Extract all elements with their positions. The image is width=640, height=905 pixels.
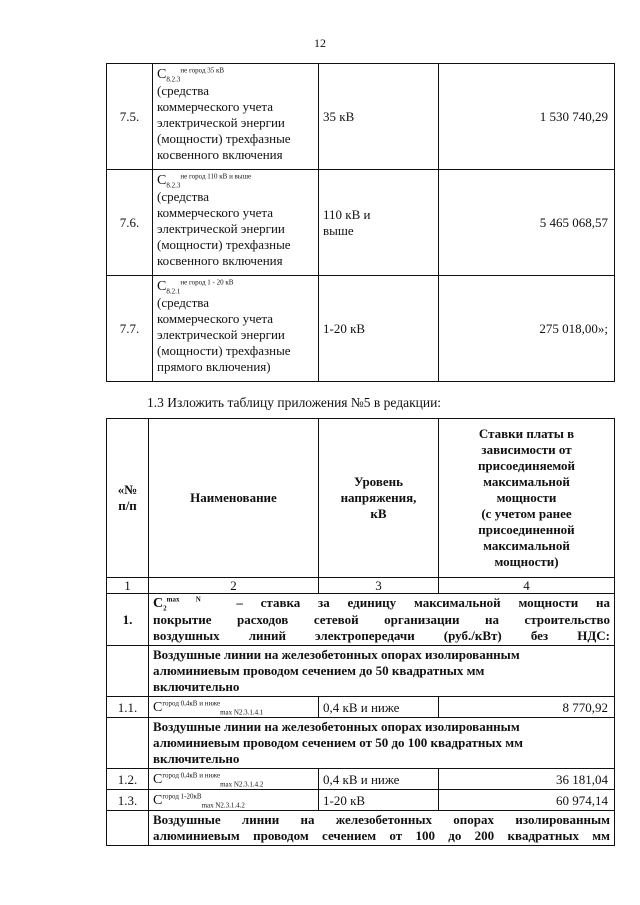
group-title: Воздушные линии на железобетонных опорах изолированным алюминиевым проводом сечением от 100 до 200 квадратных мм [149,811,615,846]
row-name: $C^{город 0,4кВ и ниже}_{max N2.3.1.4.1}$ [149,697,319,718]
row-number: 1. [107,594,149,646]
row-price: 275 018,00»; [439,276,615,382]
header-name: Наименование [149,419,319,578]
section-row [107,594,615,646]
row-name: $C^{город 0,4кВ и ниже}_{max N2.3.1.4.2}$ [149,769,319,790]
col-number: 3 [319,578,439,594]
table-row [107,276,615,382]
row-price: 8 770,92 [439,697,615,718]
row-voltage: 0,4 кВ и ниже [319,697,439,718]
group-title: Воздушные линии на железобетонных опорах изолированным алюминиевым проводом сечением до 50 квадратных мм включительно [149,646,615,697]
amendment-intro-text: 1.3 Изложить таблицу приложения №5 в редакции: [147,395,442,410]
row-voltage: 0,4 кВ и ниже [319,769,439,790]
row-number: 1.1. [107,697,149,718]
row-number: 7.6. [107,170,153,276]
row-name: $C_{8.2.3}^{не город 35 кВ}$ (средства коммерческого учета электрической энергии (мощности) трехфазные косвенного включения [153,64,319,170]
row-name: $C_{8.2.1}^{не город 1 - 20 кВ}$ (средства коммерческого учета электрической энергии (мощности) трехфазные прямого включения) [153,276,319,382]
row-price: 36 181,04 [439,769,615,790]
row-voltage: 1-20 кВ [319,790,439,811]
table-row [107,769,615,790]
row-voltage: 1-20 кВ [319,276,439,382]
row-number: 7.7. [107,276,153,382]
table-row [107,170,615,276]
group-row [107,646,615,697]
row-number: 1.2. [107,769,149,790]
table-row [107,64,615,170]
row-price: 1 530 740,29 [439,64,615,170]
col-number: 1 [107,578,149,594]
header-num: «№ п/п [107,419,149,578]
row-name: $C^{город 1-20кВ}_{max N2.3.1.4.2}$ [149,790,319,811]
table-row [107,697,615,718]
section-title: $C_2^{max N}$ – ставка за единицу максимальной мощности на покрытие расходов сетевой организации на строительство воздушных линий электропередачи (руб./кВт) без НДС: [149,594,615,646]
row-number: 1.3. [107,790,149,811]
table-row [107,790,615,811]
header-voltage: Уровень напряжения, кВ [319,419,439,578]
row-voltage: 110 кВ и выше [319,170,439,276]
group-title: Воздушные линии на железобетонных опорах изолированным алюминиевым проводом сечением от 50 до 100 квадратных мм включительно [149,718,615,769]
empty-cell [107,718,149,769]
group-row [107,718,615,769]
tariff-table-continuation [106,63,615,382]
row-number: 7.5. [107,64,153,170]
page-number: 12 [314,36,326,50]
row-price: 5 465 068,57 [439,170,615,276]
row-voltage: 35 кВ [319,64,439,170]
header-rates: Ставки платы в зависимости от присоединяемой максимальной мощности (с учетом ранее присоединенной максимальной мощности) [439,419,615,578]
appendix-5-table [106,418,615,846]
group-row [107,811,615,846]
column-number-row [107,578,615,594]
col-number: 2 [149,578,319,594]
row-name: $C_{8.2.3}^{не город 110 кВ и выше}$ (средства коммерческого учета электрической энергии (мощности) трехфазные косвенного включения [153,170,319,276]
row-price: 60 974,14 [439,790,615,811]
table-header-row [107,419,615,578]
empty-cell [107,646,149,697]
col-number: 4 [439,578,615,594]
empty-cell [107,811,149,846]
